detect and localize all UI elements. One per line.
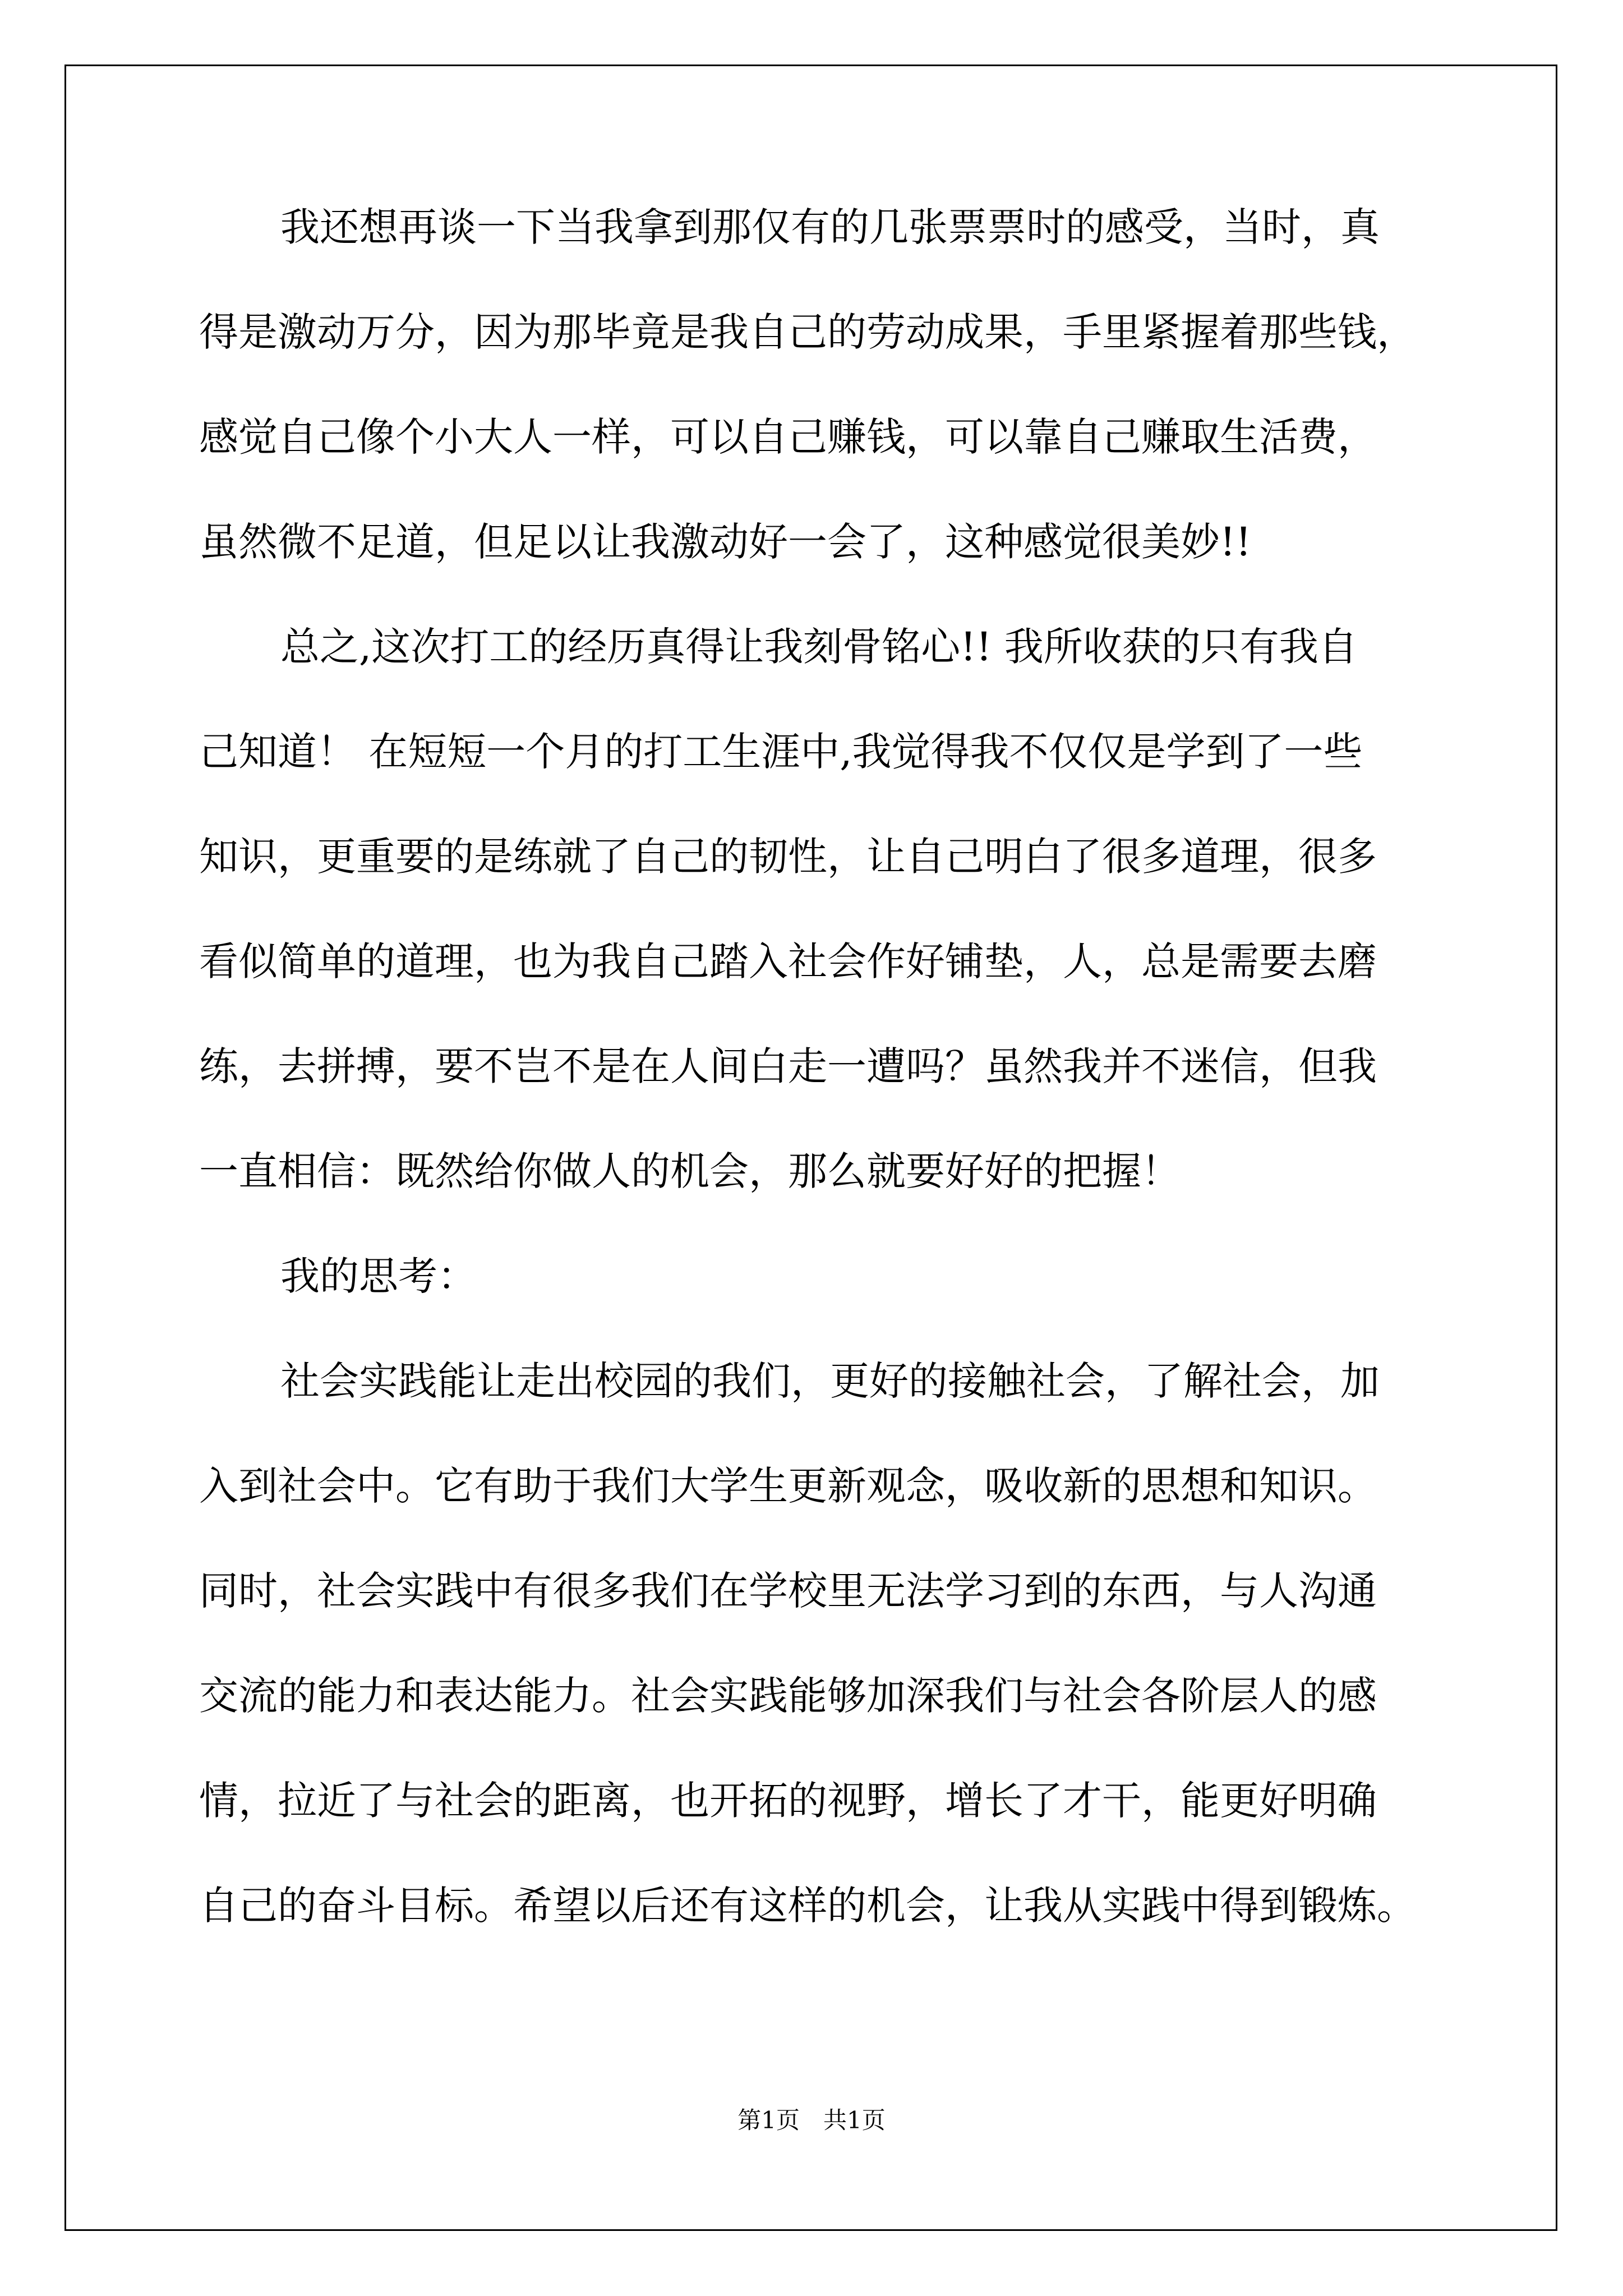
text-line-10: 一直相信：既然给你做人的机会，那么就要好好的把握！ xyxy=(199,1148,1181,1194)
text-line-8: 看似简单的道理，也为我自己踏入社会作好铺垫，人，总是需要去磨 xyxy=(199,938,1377,984)
text-line-13: 入到社会中。它有助于我们大学生更新观念，吸收新的思想和知识。 xyxy=(199,1463,1377,1509)
text-line-16: 情，拉近了与社会的距离，也开拓的视野，增长了才干，能更好明确 xyxy=(199,1778,1377,1824)
section-heading: 我的思考： xyxy=(280,1253,477,1299)
text-line-1: 我还想再谈一下当我拿到那仅有的几张票票时的感受，当时，真 xyxy=(280,204,1380,250)
text-line-12: 社会实践能让走出校园的我们，更好的接触社会，了解社会，加 xyxy=(280,1358,1380,1404)
text-line-6: 己知道！ 在短短一个月的打工生涯中,我觉得我不仅仅是学到了一些 xyxy=(199,729,1363,775)
text-line-7: 知识，更重要的是练就了自己的韧性，让自己明白了很多道理，很多 xyxy=(199,834,1377,880)
text-line-3: 感觉自己像个小大人一样，可以自己赚钱，可以靠自己赚取生活费， xyxy=(199,414,1377,460)
text-line-5: 总之,这次打工的经历真得让我刻骨铭心!! 我所收获的只有我自 xyxy=(280,624,1358,670)
text-line-15: 交流的能力和表达能力。社会实践能够加深我们与社会各阶层人的感 xyxy=(199,1673,1377,1719)
text-line-4: 虽然微不足道，但足以让我激动好一会了，这种感觉很美妙!! xyxy=(199,519,1252,565)
text-line-2: 得是激动万分，因为那毕竟是我自己的劳动成果，手里紧握着那些钱， xyxy=(199,309,1416,355)
text-line-17: 自己的奋斗目标。希望以后还有这样的机会，让我从实践中得到锻炼。 xyxy=(199,1883,1416,1929)
text-line-14: 同时，社会实践中有很多我们在学校里无法学习到的东西，与人沟通 xyxy=(199,1568,1377,1614)
page-footer: 第1页 共1页 xyxy=(737,2106,886,2134)
text-line-9: 练，去拼搏，要不岂不是在人间白走一遭吗？虽然我并不迷信，但我 xyxy=(199,1043,1377,1089)
